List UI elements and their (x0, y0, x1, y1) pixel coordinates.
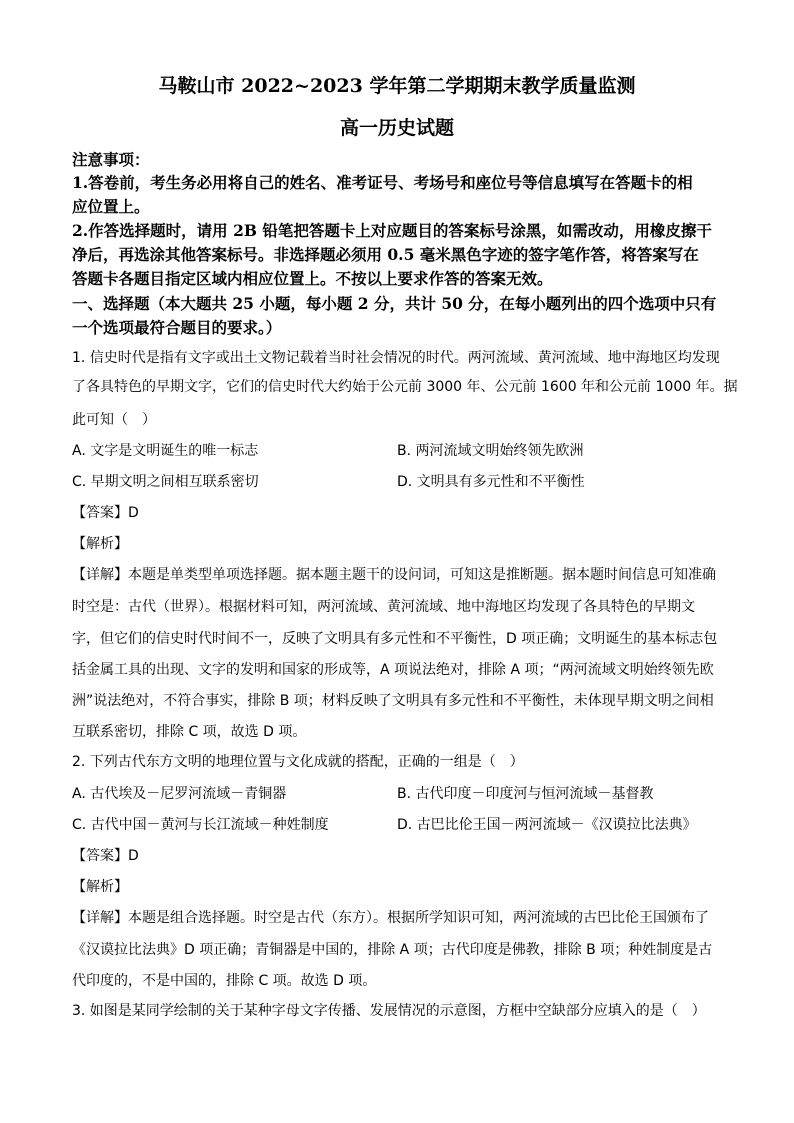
q2-detail-line: 代印度的，不是中国的，排除 C 项。故选 D 项。 (72, 973, 377, 989)
q1-stem-line: 1. 信史时代是指有文字或出土文物记载着当时社会情况的时代。两河流域、黄河流域、地中海地区均发现 (72, 350, 720, 366)
q2-stem: 2. 下列古代东方文明的地理位置与文化成就的搭配，正确的一组是（ ） (72, 754, 524, 770)
exam-title: 马鞍山市 2022~2023 学年第二学期期末教学质量监测 (158, 75, 636, 97)
notice-line: 答题卡各题目指定区域内相应位置上。不按以上要求作答的答案无效。 (72, 269, 553, 288)
section-heading: 一、选择题（本大题共 25 小题，每小题 2 分，共计 50 分，在每小题列出的四个选项中只有 (72, 294, 717, 313)
detail-tag: 【详解】 (72, 910, 128, 926)
q1-option-a: A. 文字是文明诞生的唯一标志 (72, 443, 259, 459)
answer-value: D (128, 848, 139, 864)
q2-analysis-tag: 【解析】 (72, 879, 128, 895)
notice-line: 净后，再选涂其他答案标号。非选择题必须用 0.5 毫米黑色字迹的签字笔作答，将答案写在 (72, 245, 699, 264)
q2-option-c: C. 古代中国－黄河与长江流域－种姓制度 (72, 817, 329, 833)
detail-text: 本题是单类型单项选择题。据本题主题干的设问词，可知这是推断题。据本题时间信息可知准确 (128, 567, 716, 583)
q1-detail-line: 时空是：古代（世界）。根据材料可知，两河流域、黄河流域、地中海地区均发现了各具特色的早期文 (72, 599, 695, 615)
q2-detail-line: 《汉谟拉比法典》D 项正确；青铜器是中国的，排除 A 项；古代印度是佛教，排除 B 项；种姓制度是古 (72, 942, 713, 958)
section-heading: 一个选项最符合题目的要求。） (72, 318, 282, 337)
exam-subtitle: 高一历史试题 (339, 117, 454, 139)
detail-text: 本题是组合选择题。时空是古代（东方）。根据所学知识可知，两河流域的古巴比伦王国颁布了 (128, 910, 709, 926)
q1-detail-line: 洲”说法绝对，不符合事实，排除 B 项；材料反映了文明具有多元性和不平衡性，未体现早期文明之间相 (72, 693, 714, 709)
q1-stem-line: 此可知（ ） (72, 412, 156, 428)
q2-detail-line (72, 903, 724, 934)
q1-stem-line: 了各具特色的早期文字，它们的信史时代大约始于公元前 3000 年、公元前 1600 年和公元前 1000 年。据 (72, 379, 738, 395)
detail-tag: 【详解】 (72, 567, 128, 583)
q1-answer (72, 498, 724, 529)
answer-value: D (128, 505, 139, 521)
q2-answer (72, 841, 724, 872)
q2-option-a: A. 古代埃及－尼罗河流域－青铜器 (72, 786, 287, 802)
q1-option-b: B. 两河流域文明始终领先欧洲 (397, 443, 584, 459)
answer-tag: 【答案】 (72, 848, 128, 864)
q1-detail-line: 字，但它们的信史时代时间不一，反映了文明具有多元性和不平衡性，D 项正确；文明诞生的基本标志包 (72, 631, 718, 647)
notice-line: 应位置上。 (72, 197, 150, 216)
q3-stem: 3. 如图是某同学绘制的关于某种字母文字传播、发展情况的示意图，方框中空缺部分应填入的是（ ） (72, 1003, 706, 1019)
q1-option-d: D. 文明具有多元性和不平衡性 (397, 474, 585, 490)
notice-line: 1.答卷前，考生务必用将自己的姓名、准考证号、考场号和座位号等信息填写在答题卡的相 (72, 173, 693, 192)
q1-analysis-tag: 【解析】 (72, 536, 128, 552)
notice-line: 2.作答选择题时，请用 2B 铅笔把答题卡上对应题目的答案标号涂黑，如需改动，用橡皮擦干 (72, 221, 712, 240)
q2-option-d: D. 古巴比伦王国－两河流域－《汉谟拉比法典》 (397, 817, 697, 833)
q1-option-c: C. 早期文明之间相互联系密切 (72, 474, 259, 490)
q1-detail-line (72, 560, 724, 591)
q1-detail-line: 互联系密切，排除 C 项，故选 D 项。 (72, 724, 307, 740)
q1-detail-line: 括金属工具的出现、文字的发明和国家的形成等，A 项说法绝对，排除 A 项；“两河流域文明始终领先欧 (72, 662, 714, 678)
q2-option-b: B. 古代印度－印度河与恒河流域－基督教 (397, 786, 654, 802)
notice-heading: 注意事项： (72, 150, 150, 169)
answer-tag: 【答案】 (72, 505, 128, 521)
